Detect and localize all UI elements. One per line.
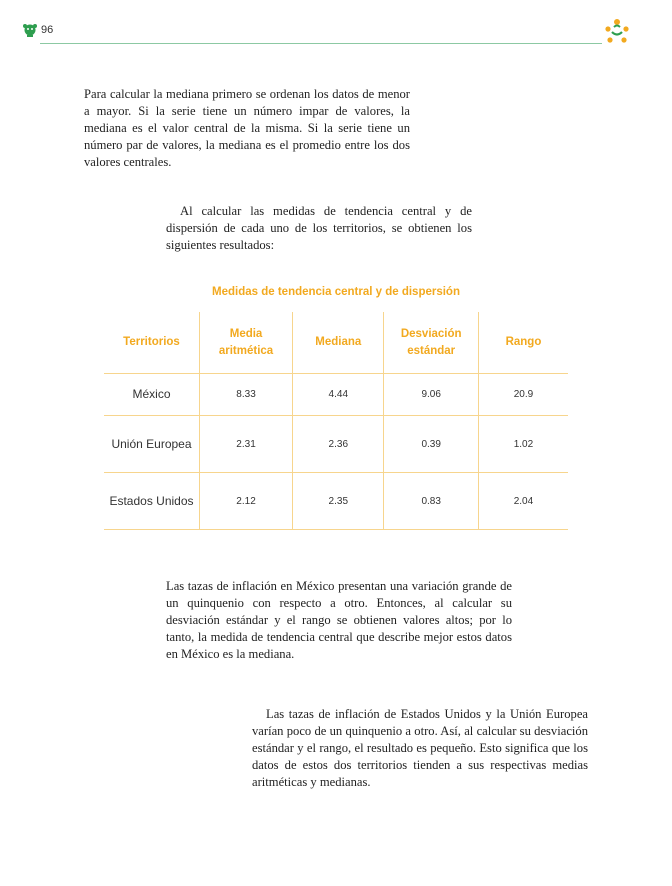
statistics-table: [104, 312, 568, 530]
territory-cell: Unión Europea: [104, 416, 199, 473]
mediana-cell: 2.36: [293, 416, 384, 473]
media-cell: 2.31: [199, 416, 292, 473]
paragraph-mexico-analysis: Las tazas de inflación en México presentan una variación grande de un quinquenio con respecto a otro. Entonces, al calcular su desviación estándar y el rango se obtienen valores altos; por lo tanto, la medida de tendencia central que describe mejor estos datos en México es la mediana.: [166, 579, 512, 661]
table-header-row: [104, 312, 568, 374]
paragraph-usa-eu-analysis: Las tazas de inflación de Estados Unidos y la Unión Europea varían poco de un quinquenio a otro. Así, al calcular su desviación estándar y el rango, el resultado es pequeño. Esto significa que los datos de estos dos territorios tienden a sus respectivas medias aritméticas y medianas.: [252, 707, 588, 789]
header-desviacion: Desviación estándar: [384, 312, 478, 374]
territory-cell: Estados Unidos: [104, 473, 199, 530]
sep-logo-icon: [603, 18, 631, 46]
mediana-cell: 2.35: [293, 473, 384, 530]
paragraph-table-intro: Al calcular las medidas de tendencia central y de dispersión de cada uno de los territorios, se obtienen los siguientes resultados:: [166, 204, 472, 252]
header-media: Media aritmética: [199, 312, 292, 374]
table-row: [104, 473, 568, 530]
header-territorios: Territorios: [104, 312, 199, 374]
desviacion-cell: 9.06: [384, 374, 478, 416]
table-title: Medidas de tendencia central y de dispersión: [212, 286, 460, 298]
mediana-cell: 4.44: [293, 374, 384, 416]
territory-cell: México: [104, 374, 199, 416]
media-cell: 8.33: [199, 374, 292, 416]
header-rango: Rango: [478, 312, 568, 374]
desviacion-cell: 0.83: [384, 473, 478, 530]
header-rule: [40, 43, 602, 44]
page-number: 96: [41, 24, 54, 36]
green-mascot-icon: [22, 22, 38, 38]
desviacion-cell: 0.39: [384, 416, 478, 473]
header-mediana: Mediana: [293, 312, 384, 374]
rango-cell: 20.9: [478, 374, 568, 416]
media-cell: 2.12: [199, 473, 292, 530]
table-row: [104, 374, 568, 416]
rango-cell: 2.04: [478, 473, 568, 530]
paragraph-median-definition: Para calcular la mediana primero se ordenan los datos de menor a mayor. Si la serie tiene un número impar de valores, la mediana es el valor central de la misma. Si la serie tiene un número par de valores, la mediana es el promedio entre los dos valores centrales.: [84, 87, 410, 169]
table-row: [104, 416, 568, 473]
rango-cell: 1.02: [478, 416, 568, 473]
